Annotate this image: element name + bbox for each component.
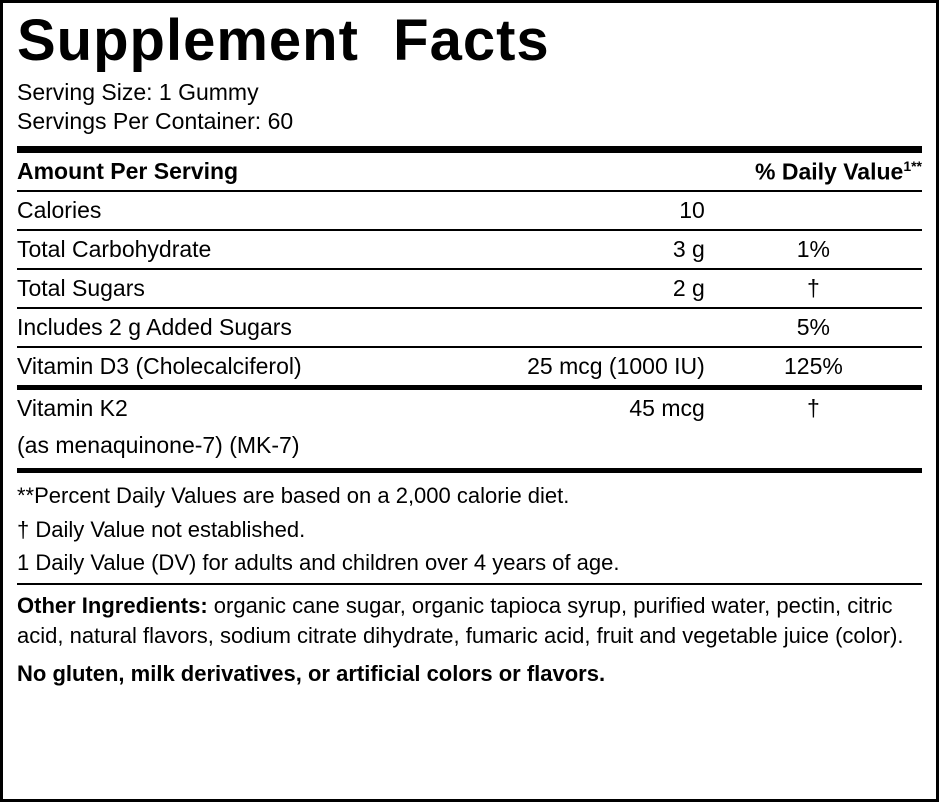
other-ingredients <box>17 585 922 650</box>
row-dv-total-carbohydrate: 1% <box>705 230 922 269</box>
servings-per-container: Servings Per Container: 60 <box>17 108 294 135</box>
table-row <box>17 390 922 427</box>
daily-value-header-text: % Daily Value <box>755 158 904 185</box>
row-name-vitamin-k2: Vitamin K2 <box>17 395 128 422</box>
table-row <box>17 269 922 308</box>
row-name-total-sugars: Total Sugars <box>17 269 433 308</box>
row-dv-vitamin-k2: † <box>807 395 820 422</box>
table-row <box>17 427 922 464</box>
row-amount-vitamin-d3: 25 mcg (1000 IU) <box>527 353 705 380</box>
row-dv-added-sugars: 5% <box>705 308 922 347</box>
serving-size: Serving Size: 1 Gummy <box>17 78 259 105</box>
vitamin-k2-table <box>17 390 922 464</box>
page-title: Supplement Facts <box>17 8 550 73</box>
row-amount-added-sugars <box>433 308 705 347</box>
amount-per-serving-header: Amount Per Serving <box>17 153 433 192</box>
footnotes <box>17 473 922 583</box>
row-name-vitamin-d3: Vitamin D3 (Cholecalciferol) <box>17 353 302 380</box>
footnote-dv-age: 1 Daily Value (DV) for adults and children over 4 years of age. <box>17 549 620 575</box>
row-dv-vitamin-d3: 125% <box>783 353 843 380</box>
footnote-percent-dv: **Percent Daily Values are based on a 2,000 calorie diet. <box>17 483 570 509</box>
row-dv-calories <box>705 191 922 230</box>
row-amount-total-sugars: 2 g <box>433 269 705 308</box>
daily-value-header <box>705 153 922 192</box>
table-row <box>17 347 922 385</box>
row-name-added-sugars: Includes 2 g Added Sugars <box>17 308 433 347</box>
allergen-statement: No gluten, milk derivatives, or artificial colors or flavors. <box>17 660 606 686</box>
table-header-row <box>17 153 922 192</box>
header-spacer <box>433 153 705 192</box>
row-name-total-carbohydrate: Total Carbohydrate <box>17 230 433 269</box>
row-amount-total-carbohydrate: 3 g <box>433 230 705 269</box>
row-amount-calories: 10 <box>433 191 705 230</box>
footnote-dagger: † Daily Value not established. <box>17 516 306 542</box>
row-amount-vitamin-k2: 45 mcg <box>629 395 705 422</box>
table-row <box>17 230 922 269</box>
other-ingredients-text: organic cane sugar, organic tapioca syrup, purified water, pectin, citric acid, natural flavors, sodium citrate dihydrate, fumaric acid, fruit and vegetable juice (color). <box>17 593 904 648</box>
daily-value-header-sup: 1** <box>903 157 922 174</box>
other-ingredients-label: Other Ingredients: <box>17 593 208 619</box>
table-row <box>17 191 922 230</box>
table-row <box>17 308 922 347</box>
divider-thick-top <box>17 146 922 153</box>
nutrition-table <box>17 153 922 386</box>
row-dv-total-sugars: † <box>705 269 922 308</box>
row-subtext-vitamin-k2: (as menaquinone-7) (MK-7) <box>17 432 300 459</box>
row-name-calories: Calories <box>17 191 433 230</box>
